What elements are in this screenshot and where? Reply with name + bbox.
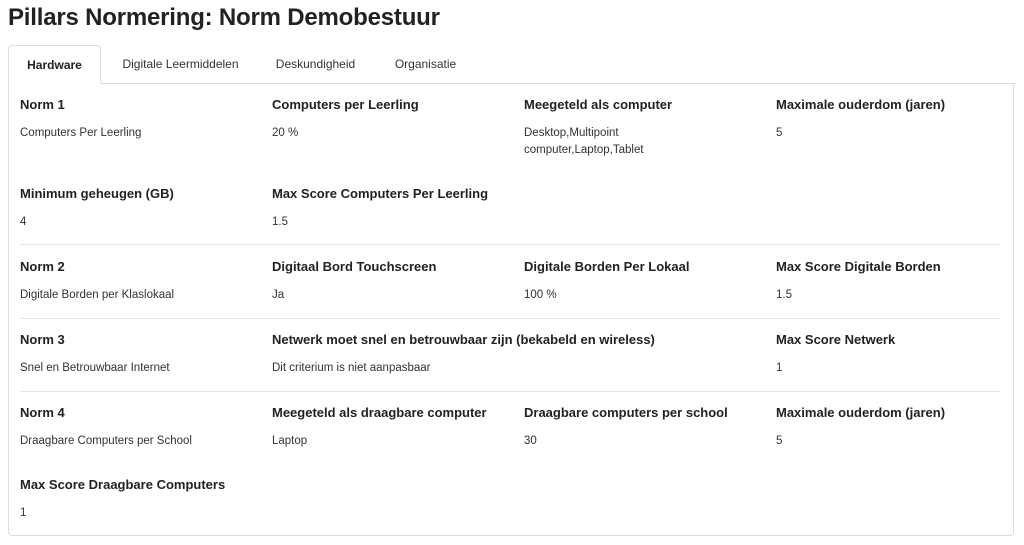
page-title: Pillars Normering: Norm Demobestuur: [8, 4, 440, 31]
max-score-computers-value: 1.5: [272, 216, 288, 228]
meegeteld-als-draagbare-value: Laptop: [272, 435, 308, 447]
divider: [20, 391, 1001, 392]
tab-deskundigheid[interactable]: Deskundigheid: [275, 57, 356, 71]
max-score-netwerk-label: Max Score Netwerk: [776, 332, 896, 347]
max-score-draagbare-label: Max Score Draagbare Computers: [20, 477, 226, 492]
max-score-digitale-borden-value: 1.5: [776, 289, 792, 301]
norm-1-value: Computers Per Leerling: [20, 127, 142, 139]
netwerk-criterium-value: Dit criterium is niet aanpasbaar: [272, 362, 431, 374]
minimum-geheugen-value: 4: [20, 216, 27, 228]
maximale-ouderdom-label: Maximale ouderdom (jaren): [776, 97, 946, 112]
norm-2-label: Norm 2: [20, 259, 65, 274]
norm-4-value: Draagbare Computers per School: [20, 435, 192, 447]
draagbare-computers-per-school-value: 30: [524, 435, 537, 447]
max-score-draagbare-value: 1: [20, 507, 27, 519]
max-score-digitale-borden-label: Max Score Digitale Borden: [776, 259, 941, 274]
digitale-borden-per-lokaal-label: Digitale Borden Per Lokaal: [524, 259, 690, 274]
meegeteld-als-draagbare-label: Meegeteld als draagbare computer: [272, 405, 487, 420]
tab-bar: [8, 45, 1016, 84]
meegeteld-als-computer-value: Desktop,Multipoint computer,Laptop,Tablet: [524, 127, 644, 156]
norm-1-label: Norm 1: [20, 97, 65, 112]
divider: [20, 318, 1001, 319]
divider: [20, 244, 1001, 245]
digitaal-bord-touchscreen-value: Ja: [272, 289, 285, 301]
tab-digitale-leermiddelen[interactable]: Digitale Leermiddelen: [122, 57, 239, 71]
netwerk-criterium-label: Netwerk moet snel en betrouwbaar zijn (bekabeld en wireless): [272, 332, 655, 347]
tab-organisatie[interactable]: Organisatie: [394, 57, 457, 71]
draagbare-computers-per-school-label: Draagbare computers per school: [524, 405, 728, 420]
digitale-borden-per-lokaal-value: 100 %: [524, 289, 557, 301]
max-score-computers-label: Max Score Computers Per Leerling: [272, 186, 489, 201]
computers-per-leerling-label: Computers per Leerling: [272, 97, 419, 112]
hardware-tab-panel: [8, 83, 1014, 536]
minimum-geheugen-label: Minimum geheugen (GB): [20, 186, 174, 201]
norm-3-value: Snel en Betrouwbaar Internet: [20, 362, 170, 374]
maximale-ouderdom-draagbaar-label: Maximale ouderdom (jaren): [776, 405, 946, 420]
computers-per-leerling-value: 20 %: [272, 127, 299, 139]
maximale-ouderdom-draagbaar-value: 5: [776, 435, 783, 447]
digitaal-bord-touchscreen-label: Digitaal Bord Touchscreen: [272, 259, 437, 274]
maximale-ouderdom-value: 5: [776, 127, 783, 139]
tab-hardware[interactable]: Hardware: [8, 45, 101, 84]
norm-2-value: Digitale Borden per Klaslokaal: [20, 289, 175, 301]
max-score-netwerk-value: 1: [776, 362, 783, 374]
norm-3-label: Norm 3: [20, 332, 65, 347]
meegeteld-als-computer-label: Meegeteld als computer: [524, 97, 673, 112]
norm-4-label: Norm 4: [20, 405, 65, 420]
